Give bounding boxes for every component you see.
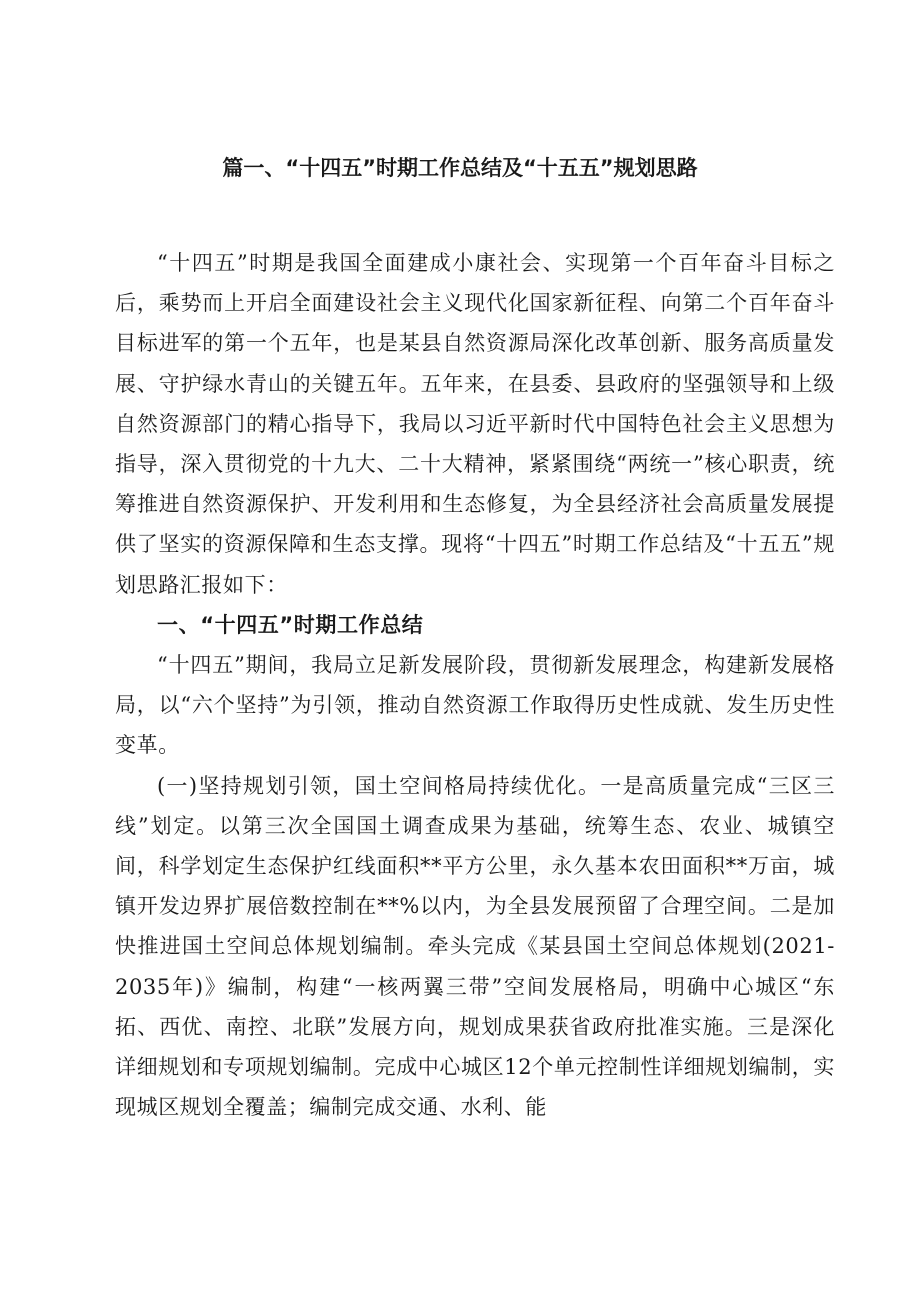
subsection-paragraph: (一)坚持规划引领，国土空间格局持续优化。一是高质量完成“三区三线”划定。以第三次全国国土调查成果为基础，统筹生态、农业、城镇空间，科学划定生态保护红线面积**平方公里，永久基本农田面积**万亩，城镇开发边界扩展倍数控制在**%以内，为全县发展预留了合理空间。二是加快推进国土空间总体规划编制。牵头完成《某县国土空间总体规划(2021-2035年)》编制，构建“一核两翼三带”空间发展格局，明确中心城区“东拓、西优、南控、北联”发展方向，规划成果获省政府批准实施。三是深化详细规划和专项规划编制。完成中心城区12个单元控制性详细规划编制，实现城区规划全覆盖；编制完成交通、水利、能 — [115, 773, 835, 1120]
section-intro-paragraph: “十四五”期间，我局立足新发展阶段，贯彻新发展理念，构建新发展格局，以“六个坚持”为引领，推动自然资源工作取得历史性成就、发生历史性变革。 — [115, 653, 835, 758]
section-heading: 一、“十四五”时期工作总结 — [157, 612, 424, 637]
document-body — [115, 243, 835, 1127]
intro-paragraph: “十四五”时期是我国全面建成小康社会、实现第一个百年奋斗目标之后，乘势而上开启全面建设社会主义现代化国家新征程、向第二个百年奋斗目标进军的第一个五年，也是某县自然资源局深化改革创新、服务高质量发展、守护绿水青山的关键五年。五年来，在县委、县政府的坚强领导和上级自然资源部门的精心指导下，我局以习近平新时代中国特色社会主义思想为指导，深入贯彻党的十九大、二十大精神，紧紧围绕“两统一”核心职责，统筹推进自然资源保护、开发利用和生态修复，为全县经济社会高质量发展提供了坚实的资源保障和生态支撑。现将“十四五”时期工作总结及“十五五”规划思路汇报如下： — [115, 251, 835, 597]
document-title: 篇一、“十四五”时期工作总结及“十五五”规划思路 — [222, 156, 698, 180]
